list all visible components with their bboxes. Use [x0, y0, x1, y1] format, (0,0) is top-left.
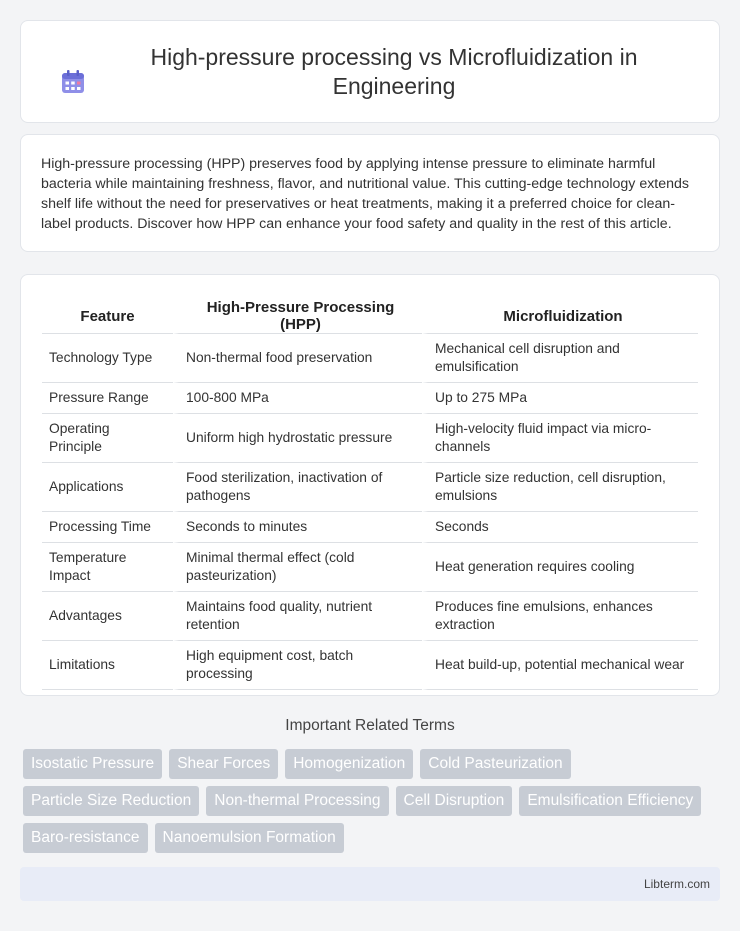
- row-hpp: Food sterilization, inactivation of pathogens: [173, 463, 422, 512]
- row-feature: Technology Type: [42, 334, 173, 383]
- row-hpp: Minimal thermal effect (cold pasteurization): [173, 543, 422, 592]
- calendar-grid-icon: [60, 69, 86, 95]
- comparison-card: [20, 274, 720, 696]
- tag-isostatic-pressure[interactable]: Isostatic Pressure: [23, 749, 162, 779]
- row-hpp: 100-800 MPa: [173, 383, 422, 414]
- table-row: [42, 592, 698, 641]
- row-hpp: Non-thermal food preservation: [173, 334, 422, 383]
- footer: [20, 867, 720, 901]
- row-hpp: Maintains food quality, nutrient retention: [173, 592, 422, 641]
- title-wrap: [60, 43, 680, 101]
- row-feature: Temperature Impact: [42, 543, 173, 592]
- row-feature: Operating Principle: [42, 414, 173, 463]
- tag-cold-pasteurization[interactable]: Cold Pasteurization: [420, 749, 570, 779]
- title-card: [20, 20, 720, 123]
- row-hpp: High equipment cost, batch processing: [173, 641, 422, 690]
- row-microfluidization: Heat generation requires cooling: [422, 543, 698, 592]
- row-microfluidization: Seconds: [422, 512, 698, 543]
- header-microfluidization: Microfluidization: [422, 295, 698, 334]
- row-feature: Processing Time: [42, 512, 173, 543]
- row-microfluidization: Produces fine emulsions, enhances extraction: [422, 592, 698, 641]
- table-row: [42, 641, 698, 690]
- tag-nanoemulsion-formation[interactable]: Nanoemulsion Formation: [155, 823, 344, 853]
- table-row: [42, 414, 698, 463]
- related-terms-list: [23, 749, 723, 860]
- tag-baro-resistance[interactable]: Baro-resistance: [23, 823, 148, 853]
- row-feature: Limitations: [42, 641, 173, 690]
- tag-non-thermal-processing[interactable]: Non-thermal Processing: [206, 786, 388, 816]
- row-feature: Advantages: [42, 592, 173, 641]
- tag-homogenization[interactable]: Homogenization: [285, 749, 413, 779]
- footer-brand-link[interactable]: Libterm.com: [643, 877, 710, 891]
- header-feature: Feature: [42, 295, 173, 334]
- page-title: High-pressure processing vs Microfluidization in Engineering: [150, 43, 638, 99]
- row-microfluidization: Up to 275 MPa: [422, 383, 698, 414]
- related-terms-title: Important Related Terms: [285, 717, 455, 734]
- tag-emulsification-efficiency[interactable]: Emulsification Efficiency: [519, 786, 701, 816]
- row-hpp: Seconds to minutes: [173, 512, 422, 543]
- row-feature: Pressure Range: [42, 383, 173, 414]
- row-microfluidization: Heat build-up, potential mechanical wear: [422, 641, 698, 690]
- table-header-row: [42, 295, 698, 334]
- tag-particle-size-reduction[interactable]: Particle Size Reduction: [23, 786, 199, 816]
- row-microfluidization: Mechanical cell disruption and emulsification: [422, 334, 698, 383]
- tag-shear-forces[interactable]: Shear Forces: [169, 749, 278, 779]
- table-row: [42, 512, 698, 543]
- comparison-table: [42, 295, 698, 690]
- intro-paragraph: High-pressure processing (HPP) preserves food by applying intense pressure to eliminate harmful bacteria while maintaining freshness, flavor, and nutritional value. This cutting-edge technology extends shelf life without the need for preservatives or heat treatments, making it a preferred choice for clean-label products. Discover how HPP can enhance your food safety and quality in the rest of this article.: [41, 156, 690, 232]
- header-hpp: High-Pressure Processing (HPP): [173, 295, 422, 334]
- table-row: [42, 334, 698, 383]
- row-microfluidization: High-velocity fluid impact via micro-channels: [422, 414, 698, 463]
- table-row: [42, 463, 698, 512]
- row-feature: Applications: [42, 463, 173, 512]
- table-row: [42, 383, 698, 414]
- row-microfluidization: Particle size reduction, cell disruption, emulsions: [422, 463, 698, 512]
- tag-cell-disruption[interactable]: Cell Disruption: [396, 786, 513, 816]
- intro-card: [20, 134, 720, 252]
- row-hpp: Uniform high hydrostatic pressure: [173, 414, 422, 463]
- table-row: [42, 543, 698, 592]
